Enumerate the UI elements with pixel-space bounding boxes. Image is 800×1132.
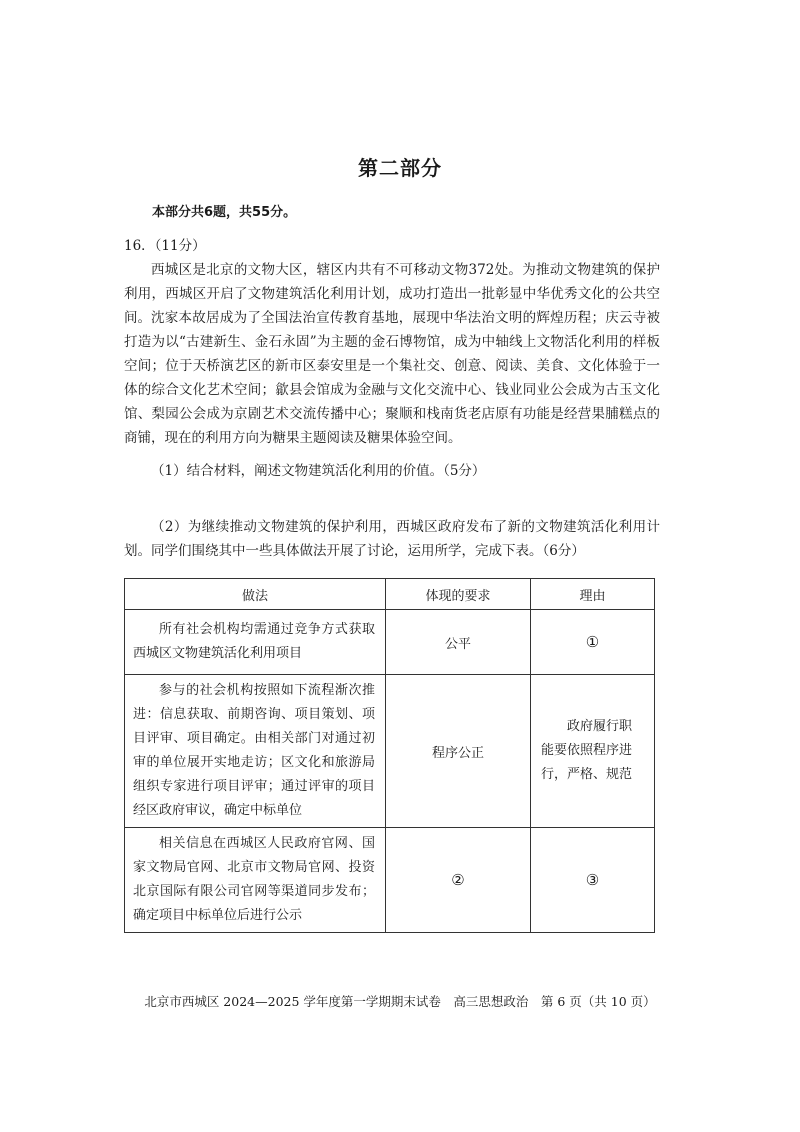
question-number: 16．（11分） (124, 238, 206, 254)
cell-reason-text: 政府履行职能要依照程序进行，严格、规范 (541, 719, 633, 782)
header-reason: 理由 (531, 579, 655, 610)
cell-method-text: 所有社会机构均需通过竞争方式获取西城区文物建筑活化利用项目 (133, 622, 375, 661)
cell-method (125, 828, 386, 933)
cell-requirement: 公平 (386, 610, 531, 675)
page-footer: 北京市西城区 2024—2025 学年度第一学期期末试卷 高三思想政治 第 6 页（共 10 页） (144, 994, 656, 1009)
sub-question-1: （1）结合材料，阐述文物建筑活化利用的价值。（5分） (151, 463, 486, 479)
cell-requirement: 程序公正 (386, 675, 531, 828)
table-row (125, 610, 655, 675)
material-paragraph-2: 沈家本故居成为了全国法治宣传教育基地，展现中华法治文明的辉煌历程；庆云寺被打造为以“古建新生、金石永固”为主题的金石博物馆，成为中轴线上文物活化利用的样板空间；位于天桥演艺区的新市区泰安里是一个集社交、创意、阅读、美食、文化体验于一体的综合文化艺术空间；歙县会馆成为金融与文化交流中心、钱业同业公会成为古玉文化馆、梨园公会成为京剧艺术交流传播中心；聚顺和栈南货老店原有功能是经营果脯糕点的商铺，现在的利用方向为糖果主题阅读及糖果体验空间。 (124, 310, 660, 446)
table-row (125, 675, 655, 828)
section-intro: 本部分共6题，共55分。 (152, 205, 297, 220)
cell-reason-blank-3: ③ (531, 828, 655, 933)
cell-reason-blank-1: ① (531, 610, 655, 675)
material-paragraph-1: 西城区是北京的文物大区，辖区内共有不可移动文物372处。为推动文物建筑的保护利用，西城区开启了文物建筑活化利用计划，成功打造出一批彰显中华优秀文化的公共空间。 (124, 262, 660, 326)
table-header-row (125, 579, 655, 610)
cell-requirement-blank-2: ② (386, 828, 531, 933)
cell-method-text: 相关信息在西城区人民政府官网、国家文物局官网、北京市文物局官网、投资北京国际有限公司官网等渠道同步发布；确定项目中标单位后进行公示 (133, 836, 375, 923)
sub-question-2: （2）为继续推动文物建筑的保护利用，西城区政府发布了新的文物建筑活化利用计划。同学们围绕其中一些具体做法开展了讨论，运用所学，完成下表。（6分） (124, 519, 660, 559)
cell-method (125, 610, 386, 675)
cell-method-text: 参与的社会机构按照如下流程渐次推进：信息获取、前期咨询、项目策划、项目评审、项目确定。由相关部门对通过初审的单位展开实地走访；区文化和旅游局组织专家进行项目评审；通过评审的项目经区政府审议，确定中标单位 (133, 683, 375, 818)
table-row (125, 828, 655, 933)
section-title: 第二部分 (358, 156, 442, 180)
header-method: 做法 (125, 579, 386, 610)
cell-reason (531, 675, 655, 828)
header-requirement: 体现的要求 (386, 579, 531, 610)
answer-table (124, 578, 655, 933)
cell-method (125, 675, 386, 828)
